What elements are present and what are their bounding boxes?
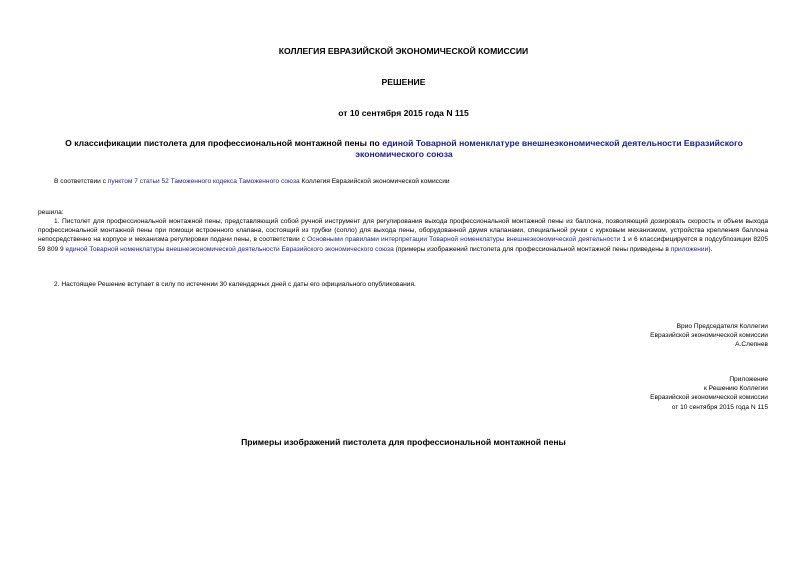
signature-title: Врио Председателя Коллегии <box>676 323 768 330</box>
item-1-text-a: 1. Пистолет для профессиональной монтажной пены, представляющий собой ручной инструмент для регулирования выхода профессиональной монтажной пены из баллона, позволяющий дозировать скорость и объем выхода профессиональной монтажной пены при помощи встроенного клапана, состоящий из трубки (сопло) для выхода пены, оборудованной двумя клапанами, специальной ручки с курковым механизмом, устройства крепления баллона непосредственно на корпусе и механизма регулировки подачи пены, в соответствии с <box>38 218 768 244</box>
preamble <box>54 177 764 186</box>
item-2: 2. Настоящее Решение вступает в силу по истечении 30 календарных дней с даты его официального опубликования. <box>54 281 416 288</box>
document-title <box>48 138 760 160</box>
org-heading: КОЛЛЕГИЯ ЕВРАЗИЙСКОЙ ЭКОНОМИЧЕСКОЙ КОМИССИИ <box>278 46 529 56</box>
appendix-label: Приложение <box>729 376 768 383</box>
item-1-link-rules[interactable]: Основными правилами интерпретации Товарной номенклатуры внешнеэкономической деятельности <box>307 236 621 244</box>
item-1-link-tnved[interactable]: единой Товарной номенклатуры внешнеэкономической деятельности Евразийского экономического союза <box>65 245 394 253</box>
signature-name: А.Слепнев <box>735 341 768 349</box>
item-1 <box>38 217 768 254</box>
title-text: О классификации пистолета для профессиональной монтажной пены по <box>65 138 383 148</box>
item-1-text-b: 1 и 6 классифицируется в подсубпозиции 8205 59 809 9 <box>38 236 768 253</box>
signature-block <box>500 322 768 350</box>
appendix-title: Примеры изображений пистолета для профессиональной монтажной пены <box>241 437 566 447</box>
preamble-text: В соответствии с <box>54 178 108 185</box>
appendix-ref: к Решению Коллегии <box>703 385 768 393</box>
item-1-text-c: (примеры изображений пистолета для профессиональной монтажной пены приведены в <box>393 245 671 253</box>
appendix-org: Евразийской экономической комиссии <box>650 394 768 402</box>
preamble-link[interactable]: пунктом 7 статьи 52 Таможенного кодекса Таможенного союза <box>107 178 300 185</box>
signature-org: Евразийской экономической комиссии <box>650 332 768 340</box>
item-1-link-appendix[interactable]: приложении <box>670 245 709 253</box>
doc-type-heading: РЕШЕНИЕ <box>381 77 426 87</box>
appendix-date: от 10 сентября 2015 года N 115 <box>671 403 768 411</box>
decided-label: решила: <box>38 209 64 216</box>
item-1-text-d: ). <box>708 245 713 253</box>
preamble-suffix: Коллегия Евразийской экономической комиссии <box>299 178 450 185</box>
title-link[interactable]: единой Товарной номенклатуре внешнеэкономической деятельности Евразийского экономического союза <box>355 138 743 159</box>
appendix-block <box>500 375 768 412</box>
date-heading: от 10 сентября 2015 года N 115 <box>338 108 469 118</box>
